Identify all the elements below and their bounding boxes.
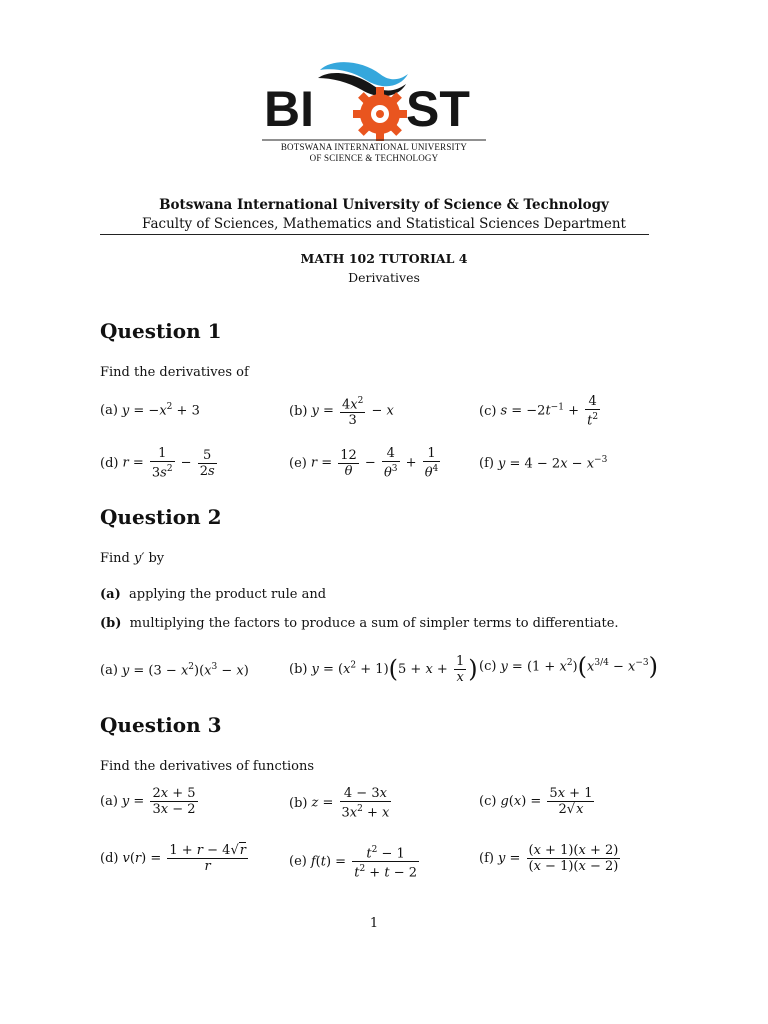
item-label: (e) — [289, 854, 307, 870]
institution-name: Botswana International University of Science & Technology — [159, 197, 609, 213]
q1-item-d: (d) r = $\frac{1}{3s^2}$ − $\frac{5}{2s}$ — [100, 446, 215, 481]
item-label: (a) — [100, 794, 118, 809]
logo-word-right: ST — [406, 81, 470, 137]
q1-item-a: (a) $y = -x^2 + 3$ — [100, 402, 200, 419]
item-label: (f) — [479, 851, 494, 866]
q2-item-b: (b) $y = (x^2 + 1)(5 + x$ + $\frac{1}{x}$ ) — [289, 654, 478, 685]
header-divider — [100, 234, 649, 235]
question-3-heading: Question 3 — [100, 713, 222, 737]
q1-item-c: (c) $s = -2t^{-1}$ + $\frac{4}{t^2}$ — [479, 394, 599, 429]
q2-method-b: (b) multiplying the factors to produce a sum of simpler terms to differentiate. — [100, 616, 619, 631]
biust-logo — [262, 60, 486, 166]
item-label: (c) — [479, 403, 497, 419]
logo-subtitle-line1: BOTSWANA INTERNATIONAL UNIVERSITY — [280, 142, 468, 152]
item-label: (a) — [100, 403, 118, 419]
gear-icon — [353, 87, 407, 141]
item-label: (e) — [289, 455, 307, 471]
q3-item-d: (d) v(r) = $\frac{1 + r - 4√r}{r}$ — [100, 843, 246, 874]
q3-item-f: (f) y = $\frac{(x + 1)(x + 2)}{(x - 1)(x - 2)}$ — [479, 843, 619, 874]
q1-item-b: (b) y = $\frac{4x^2}{3}$ − x — [289, 396, 394, 429]
item-label: (b) — [289, 403, 308, 419]
q2-item-c: (c) $y = (1 + x^2)(x^{3/4} - x^{-3})$ — [479, 652, 658, 681]
item-label: (b) — [289, 795, 308, 811]
q3-item-e: (e) f(t) = $\frac{t^2 - 1}{t^2 + t - 2}$ — [289, 845, 418, 881]
question-2-heading: Question 2 — [100, 505, 222, 529]
item-label: (b) — [289, 662, 308, 677]
logo-word-left: BI — [264, 81, 314, 137]
question-1-prompt: Find the derivatives of — [100, 365, 249, 380]
tutorial-title: MATH 102 TUTORIAL 4 — [300, 251, 468, 266]
q1-item-e: (e) r = $\frac{12}{\theta}$ − $\frac{4}{\theta^3}$ + $\frac{1}{\theta^4}$ — [289, 446, 439, 481]
question-1-heading: Question 1 — [100, 319, 222, 343]
question-2-prompt: Find y′ by — [100, 551, 165, 566]
page-number: 1 — [369, 916, 379, 931]
tutorial-subtitle: Derivatives — [348, 270, 420, 285]
item-label: (f) — [479, 456, 494, 472]
item-label: (d) — [100, 851, 119, 866]
item-label: (d) — [100, 455, 119, 471]
logo-subtitle-line2: OF SCIENCE & TECHNOLOGY — [309, 153, 439, 163]
q3-item-c: (c) g(x) = $\frac{5x + 1}{2√x}$ — [479, 786, 593, 817]
item-label: (c) — [479, 659, 497, 675]
item-label: (a) — [100, 663, 118, 679]
item-label: (c) — [479, 794, 497, 809]
q1-item-f: (f) $y = 4 - 2x - x^{-3}$ — [479, 455, 608, 472]
question-3-prompt: Find the derivatives of functions — [100, 759, 314, 774]
q2-method-a: (a) applying the product rule and — [100, 587, 327, 602]
q3-item-b: (b) z = $\frac{4 - 3x}{3x^2 + x}$ — [289, 786, 390, 821]
q3-item-a: (a) y = $\frac{2x + 5}{3x - 2}$ — [100, 786, 196, 817]
q2-item-a: (a) $y = (3 - x^2)(x^3 - x)$ — [100, 662, 249, 679]
faculty-name: Faculty of Sciences, Mathematics and Statistical Sciences Department — [142, 216, 626, 232]
